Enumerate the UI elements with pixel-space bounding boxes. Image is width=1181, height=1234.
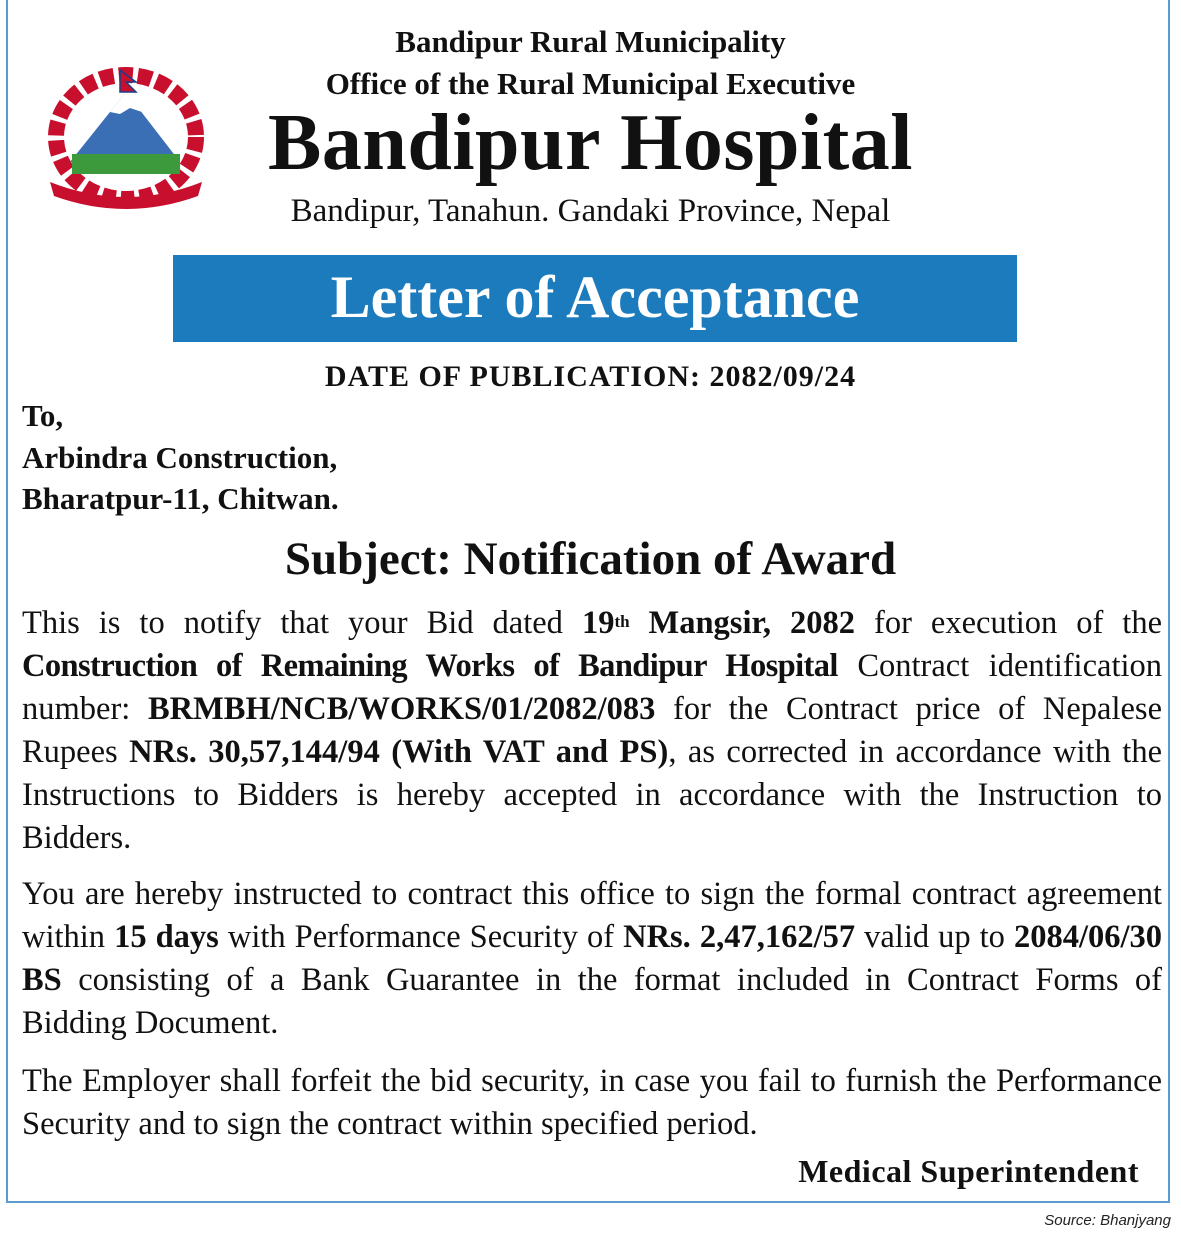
bid-day: 19 xyxy=(581,605,615,641)
text: , as corrected in accordance with the Instructions to Bidders is hereby accepted in accordance with the Instruction to Bidders. xyxy=(22,734,1162,856)
ordinal: th xyxy=(614,612,630,631)
recipient-name: Arbindra Construction, xyxy=(22,440,338,475)
recipient-to: To, xyxy=(22,398,64,433)
contract-id: BRMBH/NCB/WORKS/01/2082/083 xyxy=(147,691,656,727)
deadline: 15 days xyxy=(114,919,219,955)
hospital-title: Bandipur Hospital xyxy=(267,99,914,187)
source-credit: Source: Bhanjyang xyxy=(1044,1212,1171,1229)
bid-date: Mangsir, 2082 xyxy=(629,605,856,641)
paragraph-award xyxy=(22,602,1162,860)
text: Contract identification number: xyxy=(22,648,1162,727)
subject-heading: Subject: Notification of Award xyxy=(284,533,897,585)
text: for execution of the xyxy=(855,605,1163,641)
paragraph-instructions xyxy=(22,873,1162,1045)
letter-title-banner: Letter of Acceptance xyxy=(173,255,1017,342)
hospital-address: Bandipur, Tanahun. Gandaki Province, Nepal xyxy=(290,193,891,229)
signatory: Medical Superintendent xyxy=(798,1153,1139,1189)
municipality-name: Bandipur Rural Municipality xyxy=(395,24,786,59)
text: valid up to xyxy=(855,919,1014,955)
performance-security-amount: NRs. 2,47,162/57 xyxy=(623,919,856,955)
text: This is to notify that your Bid dated xyxy=(22,605,582,641)
validity-date: 2084/06/30 BS xyxy=(22,919,1162,998)
text: You are hereby instructed to contract this office to sign the formal contract agreement within xyxy=(22,876,1162,955)
contract-price: NRs. 30,57,144/94 (With VAT and PS) xyxy=(129,734,669,770)
text: consisting of a Bank Guarantee in the format included in Contract Forms of Bidding Document. xyxy=(22,962,1162,1041)
text: for the Contract price of Nepalese Rupees xyxy=(22,691,1163,770)
publication-date: DATE OF PUBLICATION: 2082/09/24 xyxy=(324,360,857,393)
paragraph-forfeit: The Employer shall forfeit the bid security, in case you fail to furnish the Performance Security and to sign the contract within specified period. xyxy=(22,1063,1162,1142)
project-name: Construction of Remaining Works of Bandipur Hospital xyxy=(22,648,838,684)
office-name: Office of the Rural Municipal Executive xyxy=(325,66,856,101)
recipient-address: Bharatpur-11, Chitwan. xyxy=(22,481,339,516)
text: with Performance Security of xyxy=(218,919,624,955)
